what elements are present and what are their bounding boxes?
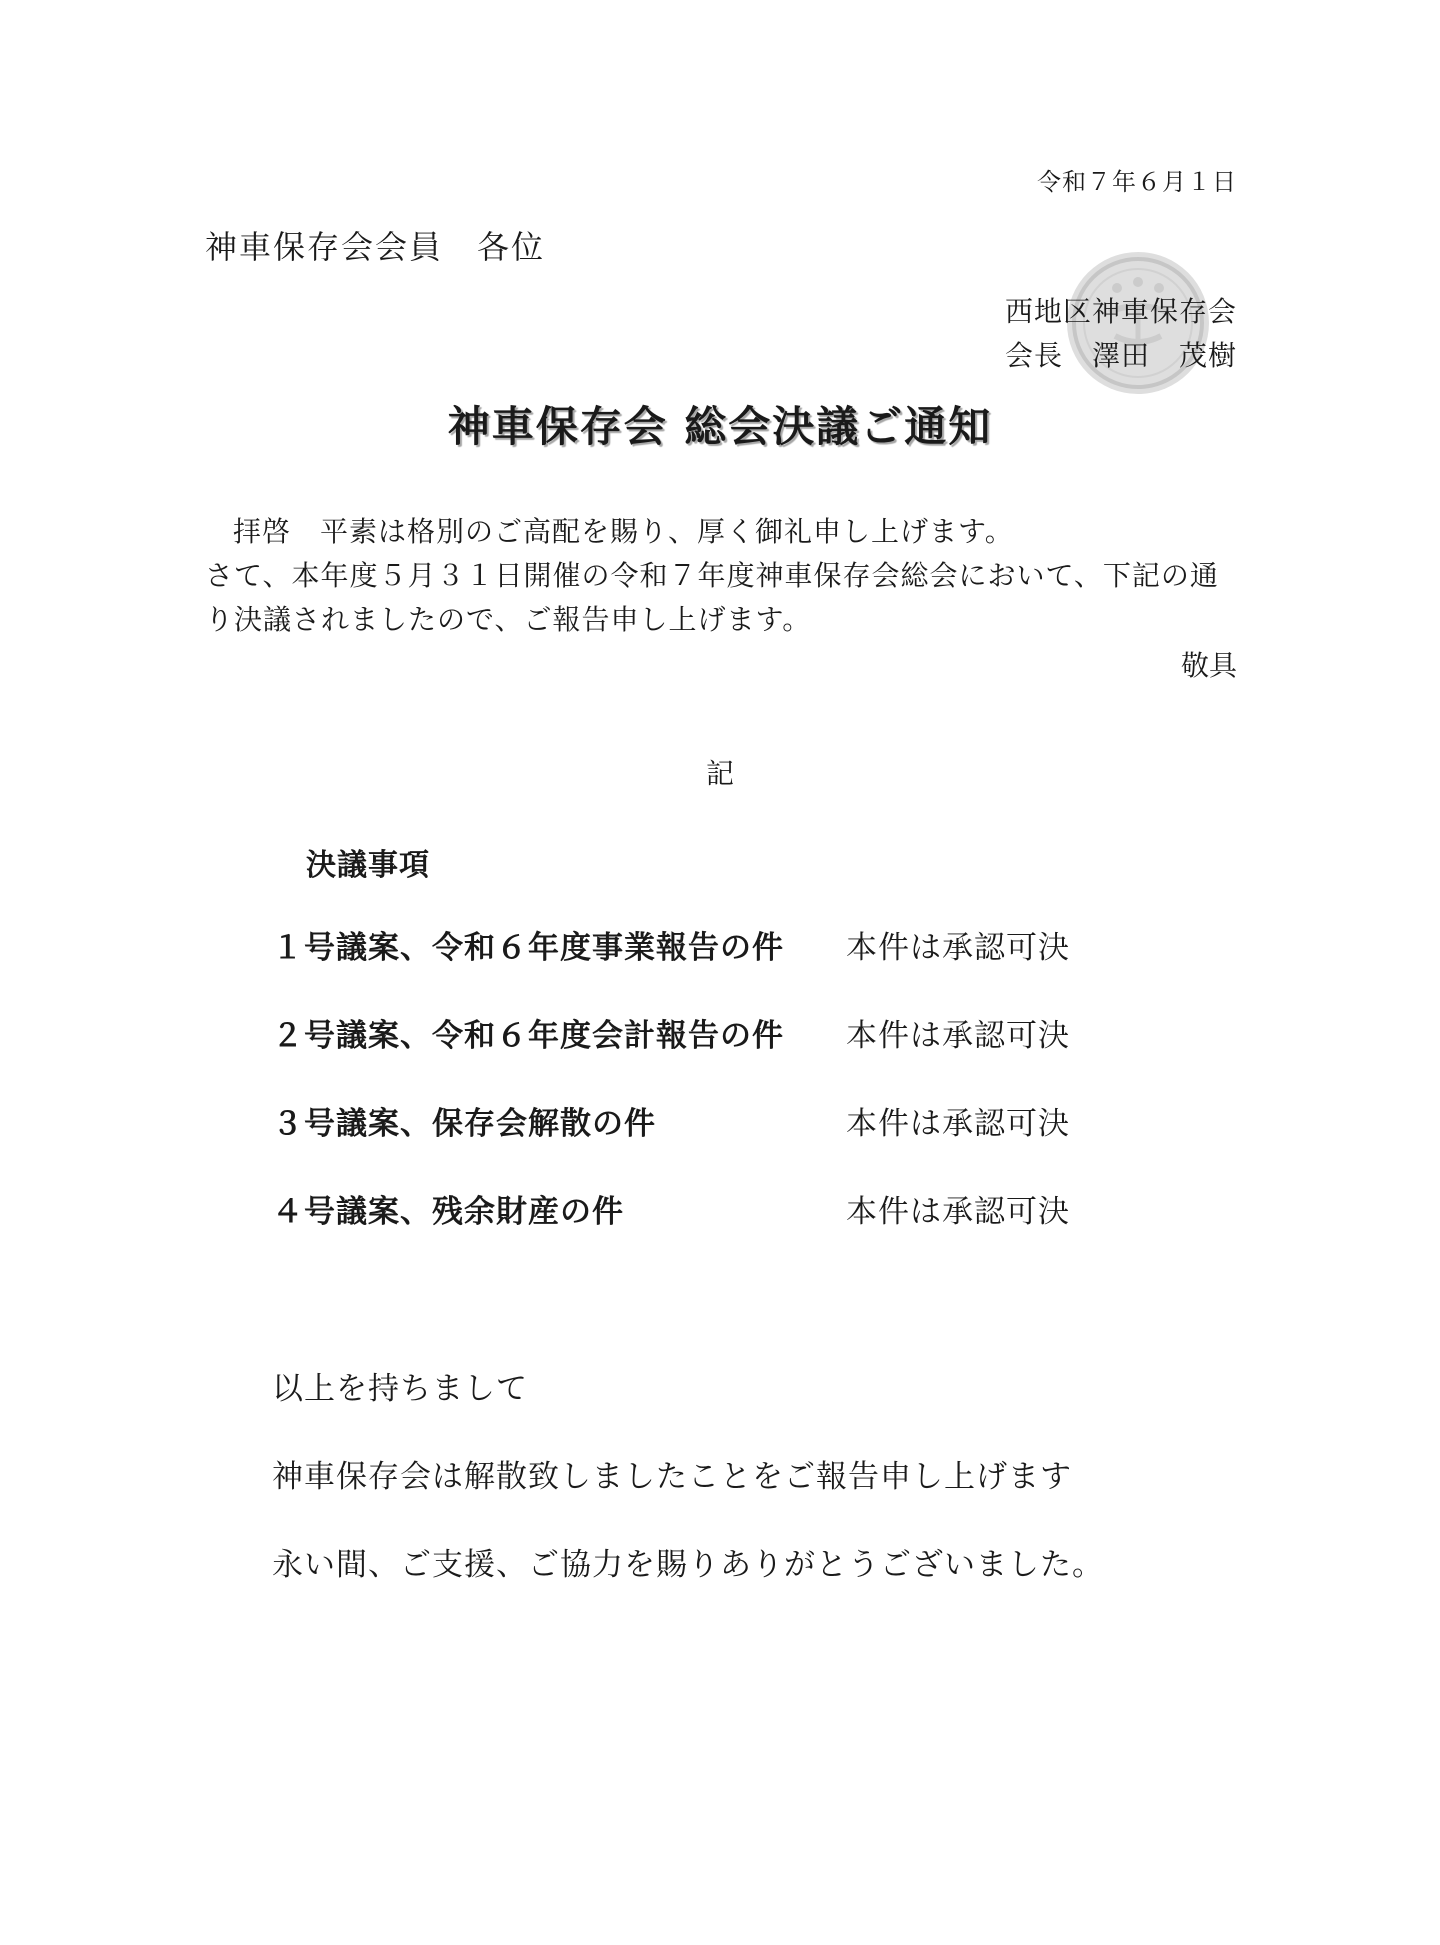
document-date: 令和７年６月１日 (1037, 168, 1237, 196)
resolution-result: 本件は承認可決 (846, 1018, 1070, 1054)
resolution-row (272, 922, 1172, 1010)
conclusion-line: 永い間、ご支援、ご協力を賜りありがとうございました。 (272, 1547, 1104, 1583)
conclusion-block (272, 1363, 1104, 1627)
resolution-row (272, 1098, 1172, 1186)
resolution-result: 本件は承認可決 (846, 1194, 1070, 1230)
document-title: 神車保存会 総会決議ご通知 (447, 402, 993, 451)
resolutions-list (272, 922, 1172, 1274)
greeting-line: 拝啓 平素は格別のご高配を賜り、厚く御礼申し上げます。 (233, 515, 1014, 548)
resolution-result: 本件は承認可決 (846, 930, 1070, 966)
resolution-item-label: ４号議案、残余財産の件 (272, 1194, 624, 1230)
closing-remark: 敬具 (1180, 649, 1237, 682)
resolution-item-label: １号議案、令和６年度事業報告の件 (272, 930, 784, 966)
resolution-result: 本件は承認可決 (846, 1106, 1070, 1142)
ki-marker: 記 (705, 757, 734, 790)
body-line: さて、本年度５月３１日開催の令和７年度神車保存会総会において、下記の通 (205, 559, 1219, 592)
addressee: 神車保存会会員 各位 (205, 228, 546, 266)
sender-organization: 西地区神車保存会 (1004, 295, 1237, 328)
conclusion-line: 以上を持ちまして (272, 1371, 528, 1407)
resolution-row (272, 1186, 1172, 1274)
resolution-item-label: ３号議案、保存会解散の件 (272, 1106, 656, 1142)
resolution-item-label: ２号議案、令和６年度会計報告の件 (272, 1018, 784, 1054)
resolutions-heading: 決議事項 (306, 848, 430, 883)
sender-name: 会長 澤田 茂樹 (1004, 339, 1237, 372)
conclusion-line: 神車保存会は解散致しましたことをご報告申し上げます (272, 1459, 1072, 1495)
sender-block (1005, 290, 1237, 378)
body-paragraph (205, 510, 1239, 642)
body-line: り決議されましたので、ご報告申し上げます。 (205, 603, 812, 636)
resolution-row (272, 1010, 1172, 1098)
